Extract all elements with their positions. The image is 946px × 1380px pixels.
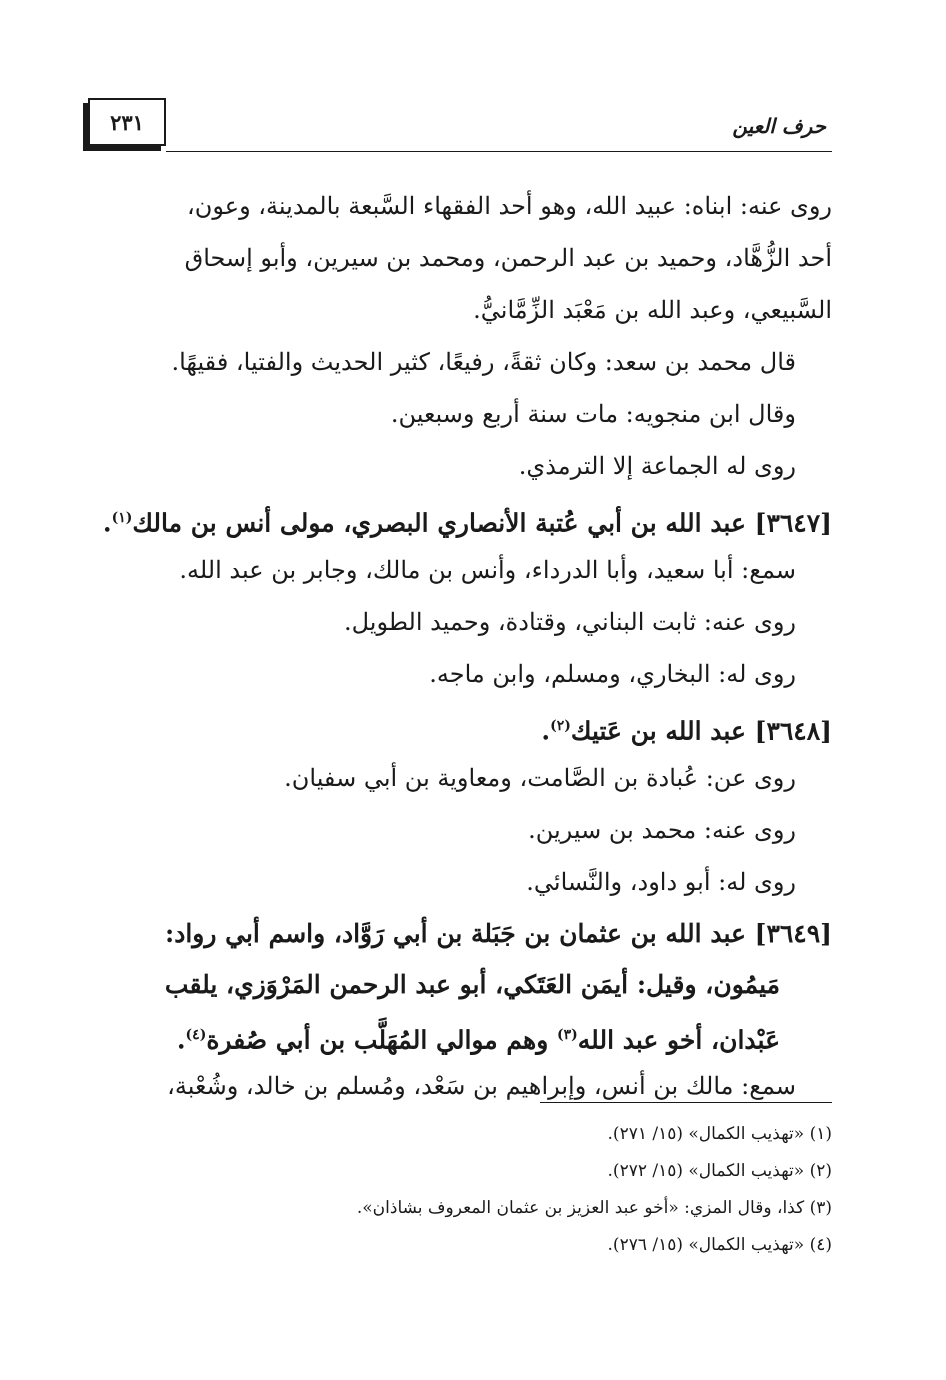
footnote-item: (٢) «تهذيب الكمال» (١٥/ ٢٧٢). xyxy=(607,1161,832,1181)
entry-title: [٣٦٤٨] عبد الله بن عَتيك xyxy=(570,716,832,746)
page-header xyxy=(88,98,832,158)
text-line: روى عن: عُبادة بن الصَّامت، ومعاوية بن أبي سفيان. xyxy=(284,764,796,792)
text-line: روى عنه: ابناه: عبيد الله، وهو أحد الفقهاء السَّبعة بالمدينة، وعون، xyxy=(186,192,832,220)
text-line: روى له: أبو داود، والنَّسائي. xyxy=(526,868,796,896)
text-line: وقال ابن منجويه: مات سنة أربع وسبعين. xyxy=(390,400,796,428)
main-text xyxy=(98,180,832,1112)
entry-title: [٣٦٤٧] عبد الله بن أبي عُتبة الأنصاري البصري، مولى أنس بن مالك xyxy=(132,508,832,538)
footnote-item: (١) «تهذيب الكمال» (١٥/ ٢٧١). xyxy=(607,1124,832,1144)
entry-heading-cont xyxy=(98,1010,832,1060)
footnote-mark[interactable]: (٣) xyxy=(557,1027,578,1043)
page-number-box xyxy=(88,98,166,146)
footnote-mark[interactable]: (١) xyxy=(111,510,133,526)
text-line: روى عنه: ثابت البناني، وقتادة، وحميد الطويل. xyxy=(343,608,796,636)
text-line: أحد الزُّهَّاد، وحميد بن عبد الرحمن، ومحمد بن سيرين، وأبو إسحاق xyxy=(184,244,832,272)
footnote-mark[interactable]: (٢) xyxy=(550,718,571,734)
entry-heading-3647 xyxy=(98,492,832,544)
footnote-rule xyxy=(540,1102,832,1103)
footnote-item: (٤) «تهذيب الكمال» (١٥/ ٢٧٦). xyxy=(607,1235,832,1255)
entry-end: . xyxy=(541,716,551,746)
text-line: سمع: مالك بن أنس، وإبراهيم بن سَعْد، ومُسلم بن خالد، وشُعْبة، xyxy=(167,1072,796,1100)
entry-text: عَبْدان، أخو عبد الله xyxy=(577,1025,780,1055)
entry-end: . xyxy=(176,1025,186,1055)
footnote-mark[interactable]: (٤) xyxy=(185,1027,207,1043)
text-line: روى عنه: محمد بن سيرين. xyxy=(528,816,796,844)
text-line: روى له الجماعة إلا الترمذي. xyxy=(518,452,796,480)
entry-text: وهم موالي المُهَلَّب بن أبي صُفرة xyxy=(206,1025,557,1055)
entry-heading-cont: مَيمُون، وقيل: أيمَن العَتَكي، أبو عبد الرحمن المَرْوَزي، يلقب xyxy=(164,970,780,999)
entry-heading-3649: [٣٦٤٩] عبد الله بن عثمان بن جَبَلة بن أبي رَوَّاد، واسم أبي رواد: xyxy=(164,919,832,948)
header-rule xyxy=(166,151,832,152)
page-number: ٢٣١ xyxy=(110,109,144,135)
entry-end: . xyxy=(102,508,112,538)
entry-heading-3648 xyxy=(98,700,832,752)
text-line: قال محمد بن سعد: وكان ثقةً، رفيعًا، كثير الحديث والفتيا، فقيهًا. xyxy=(171,348,796,376)
text-line: سمع: أبا سعيد، وأبا الدرداء، وأنس بن مالك، وجابر بن عبد الله. xyxy=(179,556,796,584)
footnotes xyxy=(98,1116,832,1264)
footnote-item: (٣) كذا، وقال المزي: «أخو عبد العزيز بن عثمان المعروف بشاذان». xyxy=(356,1198,832,1218)
running-head: حرف العين xyxy=(732,114,826,138)
text-line: السَّبيعي، وعبد الله بن مَعْبَد الزِّمَّانيُّ. xyxy=(473,296,832,324)
text-line: روى له: البخاري، ومسلم، وابن ماجه. xyxy=(429,660,796,688)
